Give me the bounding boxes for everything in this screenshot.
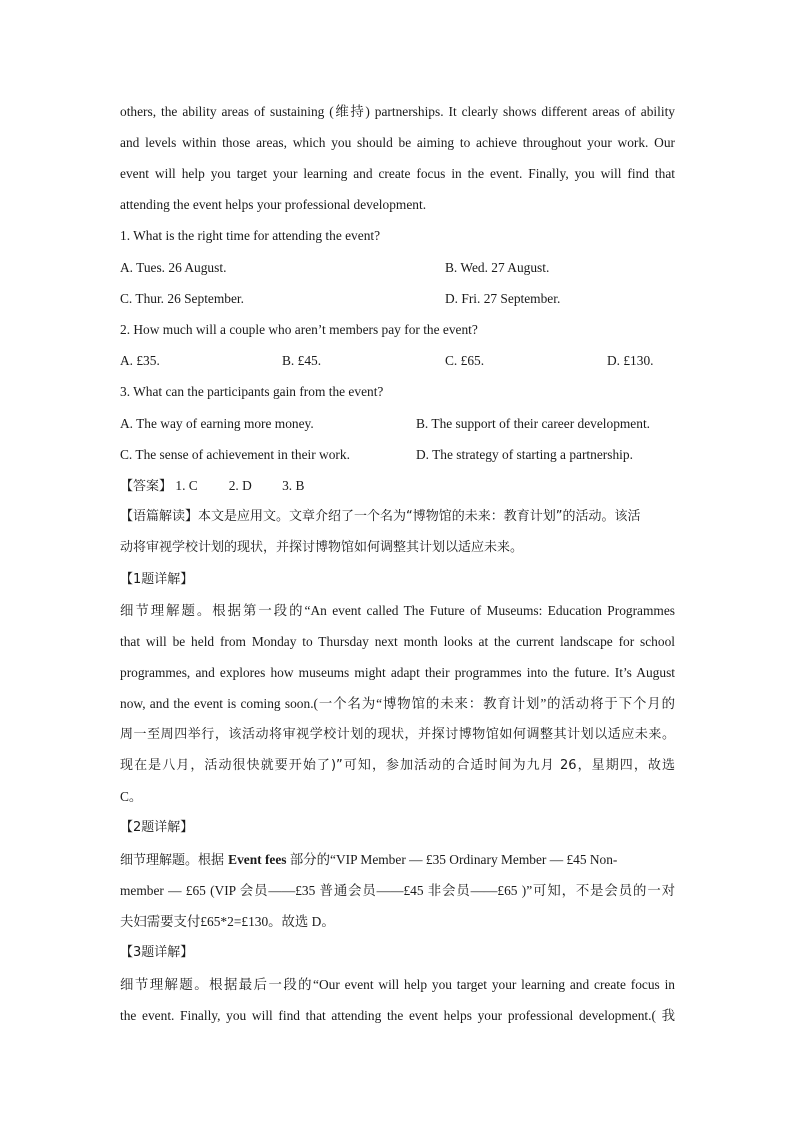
passage-analysis-line: 动将审视学校计划的现状，并探讨博物馆如何调整其计划以适应未来。: [120, 540, 524, 555]
option-c: C. The sense of achievement in their work.: [120, 447, 350, 462]
passage-line: event will help you target your learning and create focus in the event. Finally, you will find that: [120, 166, 675, 181]
answer-item: 2. D: [228, 478, 252, 493]
question-stem: 3. What can the participants gain from the event?: [120, 384, 384, 399]
passage-line: and levels within those areas, which you should be aiming to achieve throughout your work. Our: [120, 135, 675, 150]
passage-analysis-label: 【语篇解读】: [120, 509, 199, 524]
option-d: D. The strategy of starting a partnership.: [416, 447, 633, 462]
answer-item: 3. B: [282, 478, 305, 493]
option-c: C. Thur. 26 September.: [120, 291, 244, 306]
q2-explanation-line: 细节理解题。根据 Event fees 部分的“VIP Member — £35 Ordinary Member — £45 Non-: [120, 852, 618, 868]
q1-explanation-line: 现在是八月，活动很快就要开始了)”可知，参加活动的合适时间为九月 26，星期四，故选: [120, 758, 675, 773]
q2-explanation-line: member — £65 (VIP 会员——£35 普通会员——£45 非会员——£65 )”可知，不是会员的一对: [120, 883, 675, 898]
q1-explanation-line: C。: [120, 789, 143, 804]
q1-explanation-line: that will be held from Monday to Thursday next month looks at the current landscape for school: [120, 634, 675, 649]
q1-explanation-line: 周一至周四举行，该活动将审视学校计划的现状，并探讨博物馆如何调整其计划以适应未来。: [120, 727, 675, 742]
answer-label: 【答案】: [120, 479, 173, 494]
q1-explanation-line: now, and the event is coming soon.(一个名为“博物馆的未来：教育计划”的活动将于下个月的: [120, 696, 675, 711]
option-b: B. The support of their career development.: [416, 416, 651, 431]
q3-heading: 【3题详解】: [120, 945, 194, 960]
q2-heading: 【2题详解】: [120, 820, 194, 835]
passage-line: others, the ability areas of sustaining (维持) partnerships. It clearly shows different areas of ability: [120, 104, 675, 119]
option-a: A. £35.: [120, 353, 160, 368]
q1-heading: 【1题详解】: [120, 572, 194, 587]
answer-line: [120, 476, 675, 496]
question-stem: 2. How much will a couple who aren’t members pay for the event?: [120, 322, 478, 337]
q3-explanation-line: the event. Finally, you will find that attending the event helps your professional development.( 我: [120, 1008, 675, 1023]
q1-explanation-line: programmes, and explores how museums might adapt their programmes into the future. It’s August: [120, 665, 675, 680]
option-c: C. £65.: [445, 353, 485, 368]
passage-analysis-line: 【语篇解读】本文是应用文。文章介绍了一个名为“博物馆的未来：教育计划”的活动。该活: [120, 509, 641, 524]
event-fees-label: Event fees: [228, 852, 287, 867]
option-b: B. £45.: [282, 353, 322, 368]
question-stem: 1. What is the right time for attending the event?: [120, 228, 381, 243]
option-a: A. The way of earning more money.: [120, 416, 314, 431]
option-d: D. £130.: [607, 353, 654, 368]
option-d: D. Fri. 27 September.: [445, 291, 561, 306]
q3-explanation-line: 细节理解题。根据最后一段的“Our event will help you target your learning and create focus in: [120, 977, 675, 992]
q1-explanation-line: 细节理解题。根据第一段的“An event called The Future of Museums: Education Programmes: [120, 603, 675, 618]
option-b: B. Wed. 27 August.: [445, 260, 550, 275]
answer-item: 1. C: [175, 478, 198, 493]
option-a: A. Tues. 26 August.: [120, 260, 227, 275]
q2-explanation-line: 夫妇需要支付£65*2=£130。故选 D。: [120, 914, 335, 929]
passage-line: attending the event helps your professional development.: [120, 197, 427, 212]
